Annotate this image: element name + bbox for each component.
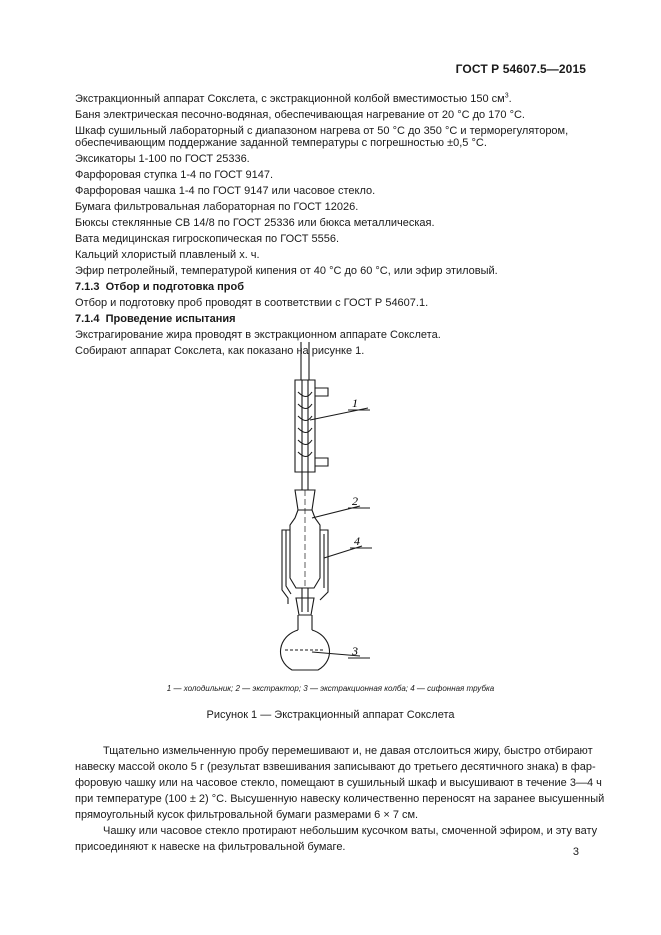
equipment-item: Фарфоровая чашка 1-4 по ГОСТ 9147 или часовое стекло. [75,185,376,197]
paragraph-1: Тщательно измельченную пробу перемешивают и, не давая отслоиться жиру, быстро отбирают навеску массой около 5 г (результат взвешивания записывают до третьего десятичного знака) в фар- форовую чашку или на часовое стекло, помещают в сушильный шкаф и высушивают в течение 3—4 ч при температуре (100 ± 2) °С. Высушенную навеску количественно переносят на заранее высушенный прямоугольный кусок фильтровальной бумаги размерами 6 × 7 см. [75,745,605,821]
figure-label-3: 3 [352,644,358,658]
equipment-item: Экстракционный аппарат Сокслета, с экстракционной колбой вместимостью 150 $см^3$. [75,92,512,105]
document-header: ГОСТ Р 54607.5—2015 [455,62,586,76]
page-number: 3 [572,846,579,858]
figure-caption: Рисунок 1 — Экстракционный аппарат Сокслета [206,709,455,721]
equipment-item: Бюксы стеклянные СВ 14/8 по ГОСТ 25336 или бюкса металлическая. [75,217,435,229]
equipment-item-cont: обеспечивающим поддержание заданной температуры с погрешностью ±0,5 °С. [75,137,487,149]
equipment-item: Вата медицинская гигроскопическая по ГОСТ 5556. [75,233,340,245]
figure-label-4: 4 [354,534,360,548]
equipment-item: Кальций хлористый плавленый х. ч. [75,249,260,261]
equipment-item: Эксикаторы 1-100 по ГОСТ 25336. [75,153,250,165]
equipment-item: Эфир петролейный, температурой кипения от 40 °С до 60 °С, или эфир этиловый. [75,265,498,277]
equipment-item: Шкаф сушильный лабораторный с диапазоном нагрева от 50 °С до 350 °С и терморегулятором, [75,125,569,137]
figure-label-1: 1 [352,396,358,410]
section-7-1-4-heading: 7.1.4 Проведение испытания [75,313,236,325]
soxhlet-apparatus-figure [240,340,440,680]
section-7-1-4-text1: Экстрагирование жира проводят в экстракционном аппарате Сокслета. [75,329,441,341]
figure-label-2: 2 [352,494,358,508]
figure-legend: 1 — холодильник; 2 — экстрактор; 3 — экстракционная колба; 4 — сифонная трубка [166,684,495,693]
equipment-item: Фарфоровая ступка 1-4 по ГОСТ 9147. [75,169,274,181]
section-7-1-4-text2: Собирают аппарат Сокслета, как показано на рисунке 1. [75,345,365,357]
equipment-item: Баня электрическая песочно-водяная, обеспечивающая нагревание от 20 °С до 170 °С. [75,109,525,121]
section-7-1-3-heading: 7.1.3 Отбор и подготовка проб [75,281,245,293]
paragraph-2: Чашку или часовое стекло протирают небольшим кусочком ваты, смоченной эфиром, и эту вату присоединяют к навеске на фильтровальной бумаге. [75,825,598,853]
equipment-item: Бумага фильтровальная лабораторная по ГОСТ 12026. [75,201,359,213]
section-7-1-3-text: Отбор и подготовку проб проводят в соответствии с ГОСТ Р 54607.1. [75,297,429,309]
